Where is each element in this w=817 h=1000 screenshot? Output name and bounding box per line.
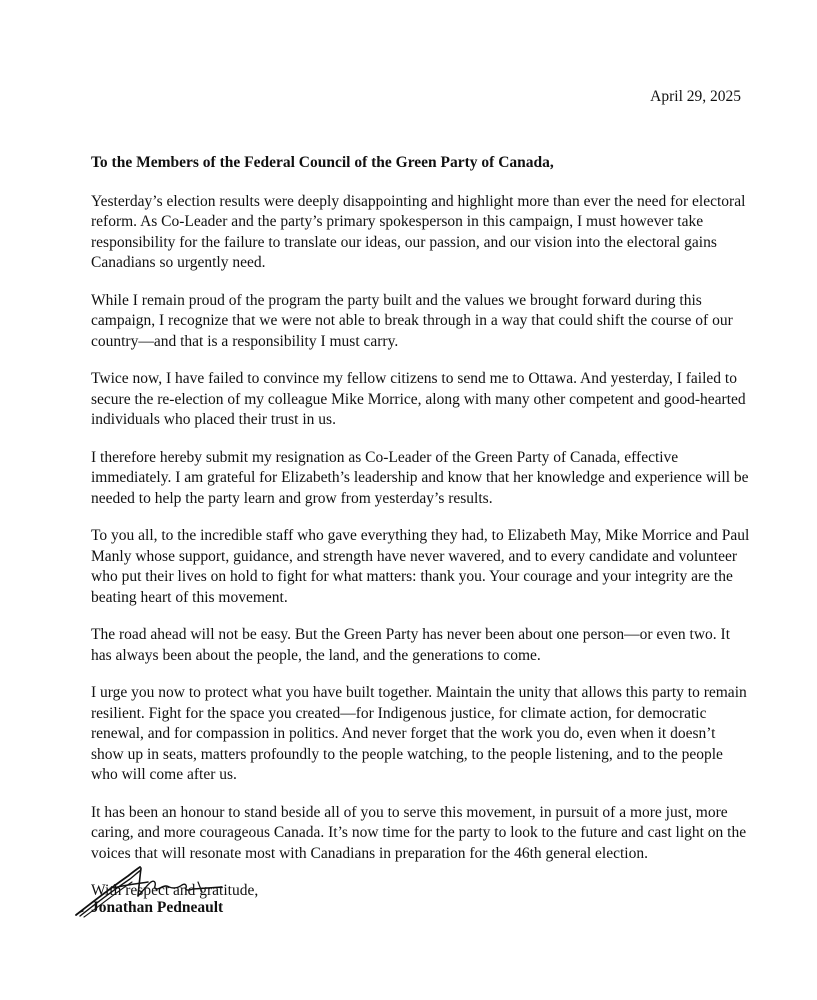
closing-line: With respect and gratitude,	[91, 882, 259, 899]
paragraph-1: Yesterday’s election results were deeply disappointing and highlight more than ever the need for electoral reform. As Co-Leader and the party’s primary spokesperson in this campaign, I must however take responsibility for the failure to translate our ideas, our passion, and our vision into the electoral gains Canadians so urgently need.	[91, 192, 746, 271]
signer-name: Jonathan Pedneault	[91, 899, 224, 916]
paragraph-8: It has been an honour to stand beside all of you to serve this movement, in pursuit of a more just, more caring, and more courageous Canada. It’s now time for the party to look to the future and cast light on the voices that will resonate most with Canadians in preparation for the 46th general election.	[91, 803, 747, 862]
letter-date: April 29, 2025	[650, 88, 741, 105]
paragraph-6: The road ahead will not be easy. But the Green Party has never been about one person—or even two. It has always been about the people, the land, and the generations to come.	[91, 626, 731, 664]
paragraph-5: To you all, to the incredible staff who gave everything they had, to Elizabeth May, Mike Morrice and Paul Manly whose support, guidance, and strength have never wavered, and to every candidate and volunteer who put their lives on hold to fight for what matters: thank you. Your courage and your integrity are the beating heart of this movement.	[91, 527, 750, 606]
letter-body	[91, 153, 751, 902]
paragraph-7: I urge you now to protect what you have built together. Maintain the unity that allows this party to remain resilient. Fight for the space you created—for Indigenous justice, for climate action, for democratic renewal, and for compassion in politics. And never forget that the work you do, even when it doesn’t show up in seats, matters profoundly to the people watching, to the people listening, and to the people who will come after us.	[91, 684, 747, 783]
paragraph-2: While I remain proud of the program the party built and the values we brought forward during this campaign, I recognize that we were not able to break through in a way that could shift the course of our country—and that is a responsibility I must carry.	[91, 291, 733, 350]
salutation: To the Members of the Federal Council of the Green Party of Canada,	[91, 154, 554, 171]
paragraph-3: Twice now, I have failed to convince my fellow citizens to send me to Ottawa. And yesterday, I failed to secure the re-election of my colleague Mike Morrice, along with many other competent and good-hearted individuals who placed their trust in us.	[91, 370, 746, 428]
paragraph-4: I therefore hereby submit my resignation as Co-Leader of the Green Party of Canada, effective immediately. I am grateful for Elizabeth’s leadership and know that her knowledge and experience will be needed to help the party learn and grow from yesterday’s results.	[91, 448, 749, 507]
